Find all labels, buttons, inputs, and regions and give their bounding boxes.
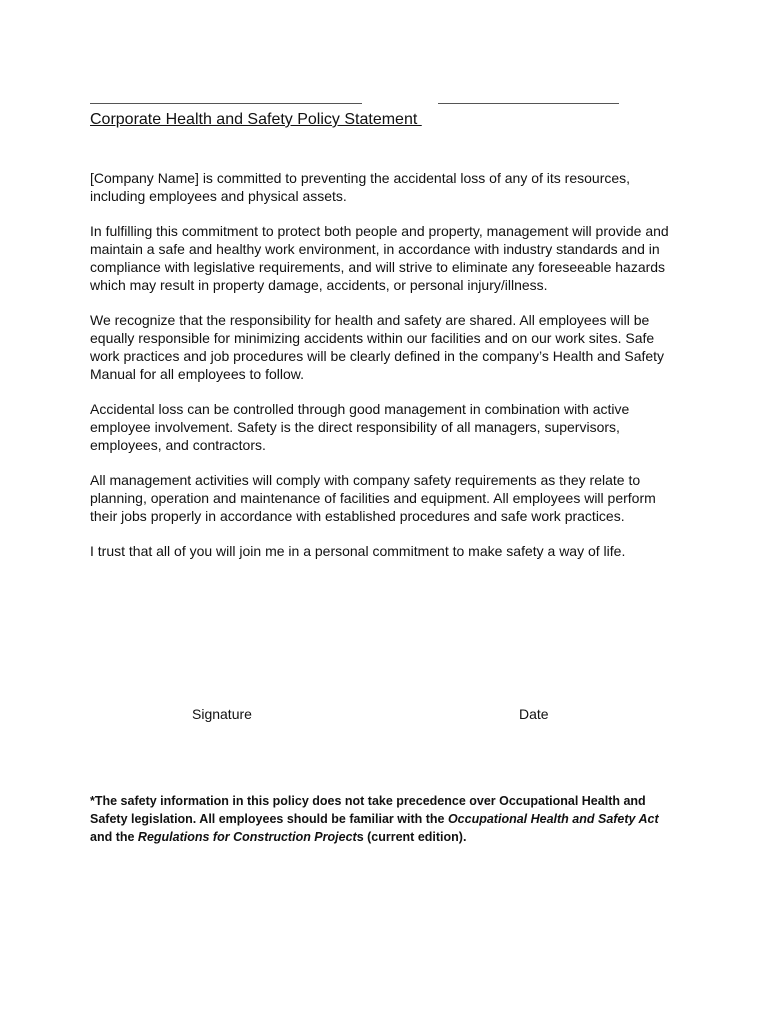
footnote-regulations-name: Regulations for Construction Project: [137, 830, 357, 844]
footnote-text-1: *The safety information in this policy does not take precedence over Occupational Health and Safety legislation. All employees should be familiar with the: [90, 794, 646, 826]
paragraph-fulfilling: In fulfilling this commitment to protect both people and property, management will provide and maintain a safe and healthy work environment, in accordance with industry standards and in compliance with legislative requirements, and will strive to eliminate any foreseeable hazards which may result in property damage, accidents, or personal injury/illness.: [90, 223, 669, 293]
legislation-footnote: [90, 792, 682, 846]
date-label: Date: [519, 706, 549, 722]
paragraph-trust: I trust that all of you will join me in a personal commitment to make safety a way of life.: [90, 543, 626, 559]
blank-line-left: [90, 103, 362, 104]
blank-line-right: [438, 103, 619, 104]
paragraph-accidental-loss: Accidental loss can be controlled through good management in combination with active employee involvement. Safety is the direct responsibility of all managers, supervisors, employees, and contractors.: [90, 401, 630, 453]
footnote-text-3: s (current edition).: [356, 830, 467, 844]
signature-label: Signature: [192, 706, 252, 722]
footnote-text-2: and the: [90, 830, 138, 844]
document-title: Corporate Health and Safety Policy Statement: [90, 111, 422, 128]
paragraph-responsibility: We recognize that the responsibility for health and safety are shared. All employees will be equally responsible for minimizing accidents within our facilities and on our work sites. Safe work practices and job procedures will be clearly defined in the company’s Health and Safety Manual for all employees to follow.: [90, 312, 665, 382]
paragraph-management-activities: All management activities will comply with company safety requirements as they relate to planning, operation and maintenance of facilities and equipment. All employees will perform their jobs properly in accordance with established procedures and safe work practices.: [90, 472, 656, 524]
footnote-act-name: Occupational Health and Safety Act: [447, 812, 659, 826]
policy-body: [90, 169, 680, 577]
paragraph-commitment: [Company Name] is committed to preventing the accidental loss of any of its resources, including employees and physical assets.: [90, 170, 631, 204]
